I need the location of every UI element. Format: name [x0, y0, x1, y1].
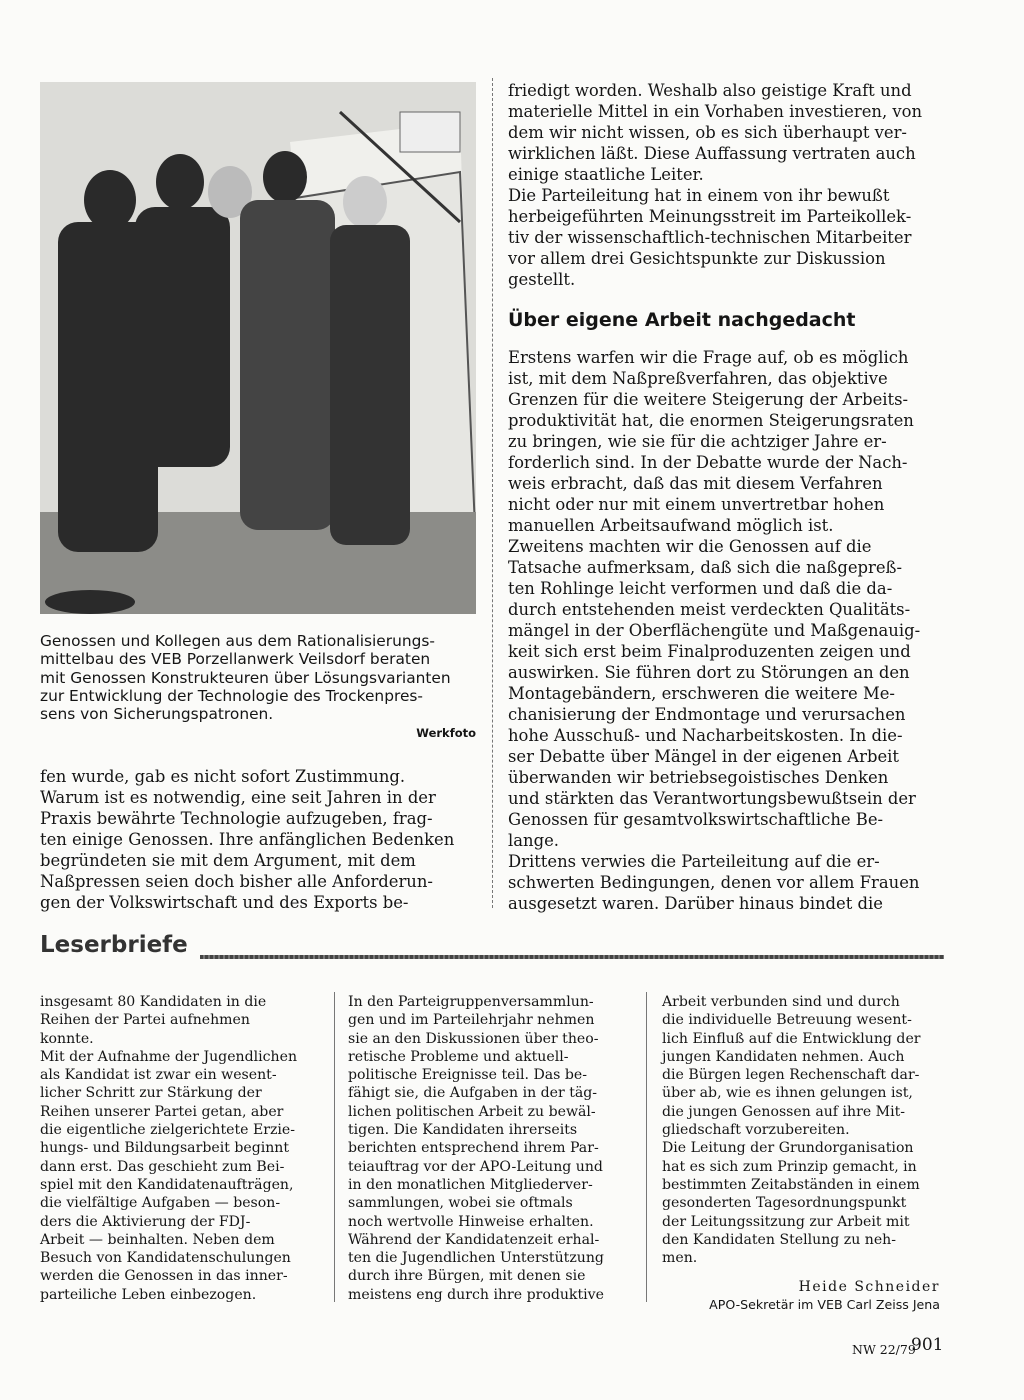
letters-divider-1 — [334, 992, 335, 1302]
letters-column-2: In den Parteigruppenversammlun- gen und im Parteilehrjahr nehmen sie an den Diskussionen über theo- retische Probleme und aktuell- politische Ereignisse teil. Das be- fähigt sie, die Aufgaben in der täg- lichen politischen Arbeit zu bewäl- tigen. Die Kandidaten ihrerseits berichten entsprechend ihrem Par- teiauftrag vor der APO-Leitung und in den monatlichen Mitgliederver- sammlungen, wobei sie oftmals noch wertvolle Hinweise erhalten. Während der Kandidatenzeit erhal- ten die Jugendlichen Unterstützung durch ihre Bürgen, mit denen sie meistens eng durch ihre produktive — [348, 994, 604, 1303]
section-title: Leserbriefe — [40, 932, 188, 958]
letters-column-1: insgesamt 80 Kandidaten in die Reihen der Partei aufnehmen konnte. Mit der Aufnahme der Jugendlichen als Kandidat ist zwar ein wesent- licher Schritt zur Stärkung der Reihen unserer Partei getan, aber die eigentliche zielgerichtete Erzie- hungs- und Bildungsarbeit beginnt dann erst. Das geschieht zum Bei- spiel mit den Kandidatenaufträgen, die vielfältige Aufgaben — beson- ders die Aktivierung der FDJ- Arbeit — beinhalten. Neben dem Besuch von Kandidatenschulungen werden die Genossen in das inner- parteiliche Leben einbezogen. — [40, 994, 298, 1303]
signature-name: Heide Schneider — [798, 1279, 940, 1295]
letters-divider-2 — [646, 992, 647, 1302]
photo-caption: Genossen und Kollegen aus dem Rationalisierungs- mittelbau des VEB Porzellanwerk Veilsdorf beraten mit Genossen Konstrukteuren über Lösungsvarianten zur Entwicklung der Technologie des Trockenpres- sens von Sicherungspatronen. — [40, 632, 451, 724]
signature-role: APO-Sekretär im VEB Carl Zeiss Jena — [709, 1297, 940, 1312]
photo-scene — [40, 82, 476, 614]
letters-column-3: Arbeit verbunden sind und durch die individuelle Betreuung wesent- lich Einfluß auf die Entwicklung der jungen Kandidaten nehmen. Auch die Bürgen legen Rechenschaft dar- über ab, wie es ihnen gelungen ist, die jungen Genossen auf ihre Mit- gliedschaft vorzubereiten. Die Leitung der Grundorganisation hat es sich zum Prinzip gemacht, in bestimmten Zeitabständen in einem gesonderten Tagesordnungspunkt der Leitungssitzung zur Arbeit mit den Kandidaten Stellung zu neh- men. — [662, 994, 921, 1267]
photo-credit: Werkfoto — [416, 726, 476, 740]
section-rule — [200, 955, 944, 959]
article-left-column: fen wurde, gab es nicht sofort Zustimmung. Warum ist es notwendig, eine seit Jahren in der Praxis bewährte Technologie aufzugeben, frag- ten einige Genossen. Ihre anfänglichen Bedenken begründeten sie mit dem Argument, mit dem Naßpressen seien doch bisher alle Anforderun- gen der Volkswirtschaft und des Exports be- — [40, 767, 455, 912]
column-divider — [492, 78, 493, 908]
issue-number: NW 22/79 — [852, 1342, 916, 1357]
article-right-column-top: friedigt worden. Weshalb also geistige Kraft und materielle Mittel in ein Vorhaben investieren, von dem wir nicht wissen, ob es sich überhaupt ver- wirklichen läßt. Diese Auffassung vertraten auch einige staatliche Leiter. Die Parteileitung hat in einem von ihr bewußt herbeigeführten Meinungsstreit im Parteikollek- tiv der wissenschaftlich-technischen Mitarbeiter vor allem drei Gesichtspunkte zur Diskussion gestellt. — [508, 81, 923, 289]
article-right-column-bottom: Erstens warfen wir die Frage auf, ob es möglich ist, mit dem Naßpreßverfahren, das objektive Grenzen für die weitere Steigerung der Arbeits- produktivität hat, die enormen Steigerungsraten zu bringen, wie sie für die achtziger Jahre er- forderlich sind. In der Debatte wurde der Nach- weis erbracht, daß das mit diesem Verfahren nicht oder nur mit einem unvertretbar hohen manuellen Arbeitsaufwand möglich ist. Zweitens machten wir die Genossen auf die Tatsache aufmerksam, daß sich die naßgepreß- ten Rohlinge leicht verformen und daß die da- durch entstehenden meist verdeckten Qualitäts- mängel in der Oberflächengüte und Maßgenauig- keit sich erst beim Finalproduzenten zeigen und auswirken. Sie führen dort zu Störungen an den Montagebändern, erschweren die weitere Me- chanisierung der Endmontage und verursachen hohe Ausschuß- und Nacharbeitskosten. In die- ser Debatte über Mängel in der eigenen Arbeit überwanden wir betriebsegoistisches Denken und stärkten das Verantwortungsbewußtsein der Genossen für gesamtvolkswirtschaftliche Be- lange. Drittens verwies die Parteileitung auf die er- schwerten Bedingungen, denen vor allem Frauen ausgesetzt waren. Darüber hinaus bindet die — [508, 348, 921, 913]
article-subheading: Über eigene Arbeit nachgedacht — [508, 309, 856, 331]
article-photo — [40, 82, 476, 614]
page-number: 901 — [911, 1335, 944, 1355]
